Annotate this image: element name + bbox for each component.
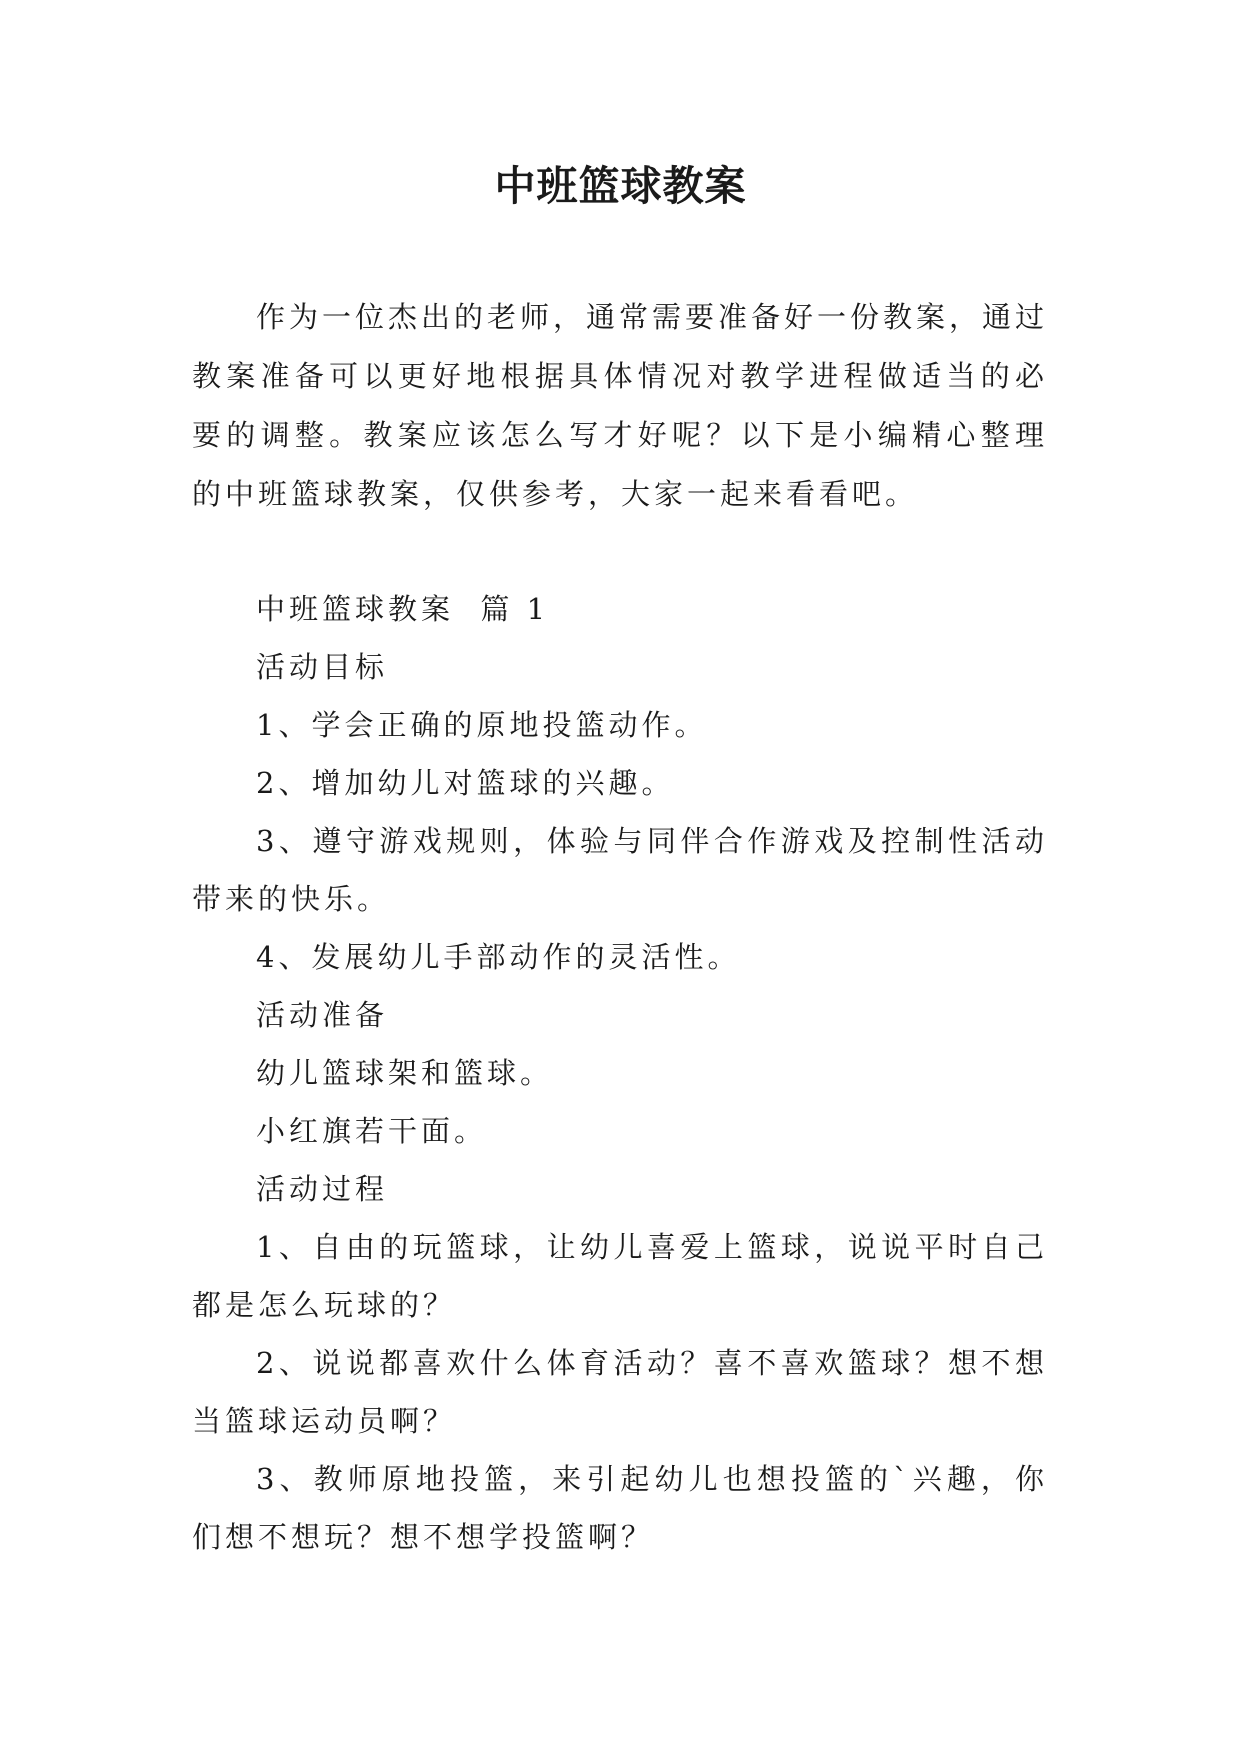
document-title: 中班篮球教案 bbox=[494, 162, 747, 210]
goal-item: 1、学会正确的原地投篮动作。 bbox=[256, 708, 708, 742]
process-heading: 活动过程 bbox=[256, 1172, 389, 1206]
process-item: 2、说说都喜欢什么体育活动？喜不喜欢篮球？想不想当篮球运动员啊？ bbox=[192, 1346, 1048, 1438]
process-item: 1、自由的玩篮球，让幼儿喜爱上篮球，说说平时自己都是怎么玩球的？ bbox=[192, 1230, 1048, 1322]
goal-item: 4、发展幼儿手部动作的灵活性。 bbox=[256, 940, 741, 974]
document-body bbox=[192, 580, 1048, 1566]
prep-item: 小红旗若干面。 bbox=[256, 1114, 488, 1148]
process-item: 3、教师原地投篮，来引起幼儿也想投篮的`兴趣，你们想不想玩？想不想学投篮啊？ bbox=[192, 1462, 1048, 1554]
goal-item: 2、增加幼儿对篮球的兴趣。 bbox=[256, 766, 675, 800]
prep-heading: 活动准备 bbox=[256, 998, 389, 1032]
section-heading: 中班篮球教案 篇 1 bbox=[256, 592, 550, 626]
intro-paragraph: 作为一位杰出的老师，通常需要准备好一份教案，通过教案准备可以更好地根据具体情况对教学进程做适当的必要的调整。教案应该怎么写才好呢？以下是小编精心整理的中班篮球教案，仅供参考，大家一起来看看吧。 bbox=[192, 300, 1049, 511]
goal-item: 3、遵守游戏规则，体验与同伴合作游戏及控制性活动带来的快乐。 bbox=[192, 824, 1048, 916]
goals-heading: 活动目标 bbox=[256, 650, 389, 684]
prep-item: 幼儿篮球架和篮球。 bbox=[256, 1056, 554, 1090]
